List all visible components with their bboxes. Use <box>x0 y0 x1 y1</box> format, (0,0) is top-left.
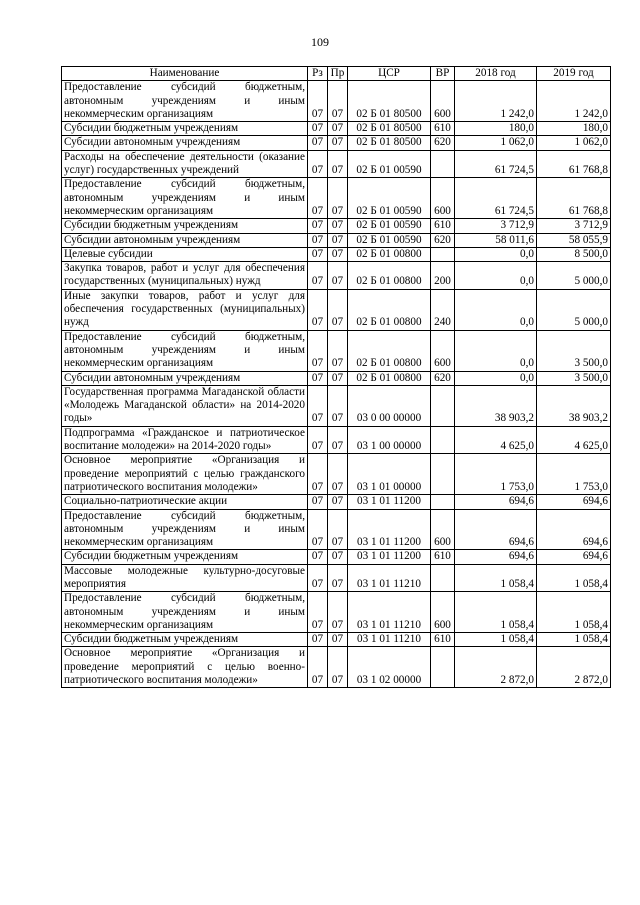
cell-csr: 03 1 01 11200 <box>348 509 431 550</box>
cell-2018: 4 625,0 <box>455 426 537 454</box>
cell-rz: 07 <box>308 219 328 233</box>
cell-vr: 600 <box>431 178 455 219</box>
cell-2019: 694,6 <box>537 509 611 550</box>
table-row <box>62 633 611 647</box>
cell-pr: 07 <box>328 136 348 150</box>
cell-2019: 58 055,9 <box>537 233 611 247</box>
cell-pr: 07 <box>328 330 348 371</box>
cell-rz: 07 <box>308 233 328 247</box>
cell-pr: 07 <box>328 550 348 564</box>
cell-name: Субсидии бюджетным учреждениям <box>62 219 308 233</box>
cell-pr: 07 <box>328 289 348 330</box>
cell-pr: 07 <box>328 247 348 261</box>
cell-2018: 1 058,4 <box>455 592 537 633</box>
cell-pr: 07 <box>328 385 348 426</box>
cell-vr: 600 <box>431 509 455 550</box>
table-row <box>62 150 611 178</box>
cell-name: Социально-патриотические акции <box>62 495 308 509</box>
cell-pr: 07 <box>328 495 348 509</box>
cell-name: Предоставление субсидий бюджетным, автономным учреждениям и иным некоммерческим организациям <box>62 592 308 633</box>
cell-vr: 200 <box>431 262 455 290</box>
cell-2018: 1 058,4 <box>455 633 537 647</box>
cell-2018: 58 011,6 <box>455 233 537 247</box>
cell-name: Предоставление субсидий бюджетным, автономным учреждениям и иным некоммерческим организациям <box>62 81 308 122</box>
table-row <box>62 81 611 122</box>
cell-name: Субсидии автономным учреждениям <box>62 371 308 385</box>
cell-2019: 694,6 <box>537 550 611 564</box>
cell-vr <box>431 150 455 178</box>
cell-vr <box>431 564 455 592</box>
cell-csr: 02 Б 01 80500 <box>348 136 431 150</box>
cell-rz: 07 <box>308 426 328 454</box>
cell-csr: 03 1 01 11200 <box>348 550 431 564</box>
cell-2018: 61 724,5 <box>455 150 537 178</box>
cell-2019: 3 500,0 <box>537 330 611 371</box>
cell-rz: 07 <box>308 633 328 647</box>
cell-vr: 610 <box>431 122 455 136</box>
cell-pr: 07 <box>328 178 348 219</box>
cell-2018: 0,0 <box>455 289 537 330</box>
cell-vr: 610 <box>431 550 455 564</box>
cell-csr: 02 Б 01 00800 <box>348 371 431 385</box>
cell-vr <box>431 495 455 509</box>
cell-rz: 07 <box>308 247 328 261</box>
cell-rz: 07 <box>308 371 328 385</box>
table-row <box>62 330 611 371</box>
cell-2019: 1 058,4 <box>537 633 611 647</box>
cell-csr: 02 Б 01 00590 <box>348 219 431 233</box>
cell-2018: 1 058,4 <box>455 564 537 592</box>
cell-rz: 07 <box>308 509 328 550</box>
table-row <box>62 454 611 495</box>
table-row <box>62 136 611 150</box>
cell-name: Подпрограмма «Гражданское и патриотическое воспитание молодежи» на 2014-2020 годы» <box>62 426 308 454</box>
cell-rz: 07 <box>308 136 328 150</box>
cell-pr: 07 <box>328 371 348 385</box>
cell-csr: 03 1 01 11210 <box>348 564 431 592</box>
page-number: 109 <box>311 35 329 49</box>
cell-vr: 600 <box>431 330 455 371</box>
cell-vr: 600 <box>431 592 455 633</box>
cell-vr: 600 <box>431 81 455 122</box>
cell-rz: 07 <box>308 262 328 290</box>
cell-pr: 07 <box>328 122 348 136</box>
cell-vr <box>431 247 455 261</box>
cell-name: Субсидии бюджетным учреждениям <box>62 122 308 136</box>
cell-csr: 03 1 01 11210 <box>348 592 431 633</box>
cell-2019: 1 058,4 <box>537 592 611 633</box>
cell-csr: 03 0 00 00000 <box>348 385 431 426</box>
cell-2019: 1 242,0 <box>537 81 611 122</box>
cell-pr: 07 <box>328 233 348 247</box>
header-pr: Пр <box>328 67 348 81</box>
cell-rz: 07 <box>308 289 328 330</box>
cell-pr: 07 <box>328 633 348 647</box>
cell-2018: 694,6 <box>455 495 537 509</box>
cell-csr: 02 Б 01 00800 <box>348 330 431 371</box>
cell-2019: 4 625,0 <box>537 426 611 454</box>
cell-name: Основное мероприятие «Организация и проведение мероприятий с целью военно-патриотического воспитания молодежи» <box>62 647 308 688</box>
cell-2018: 694,6 <box>455 509 537 550</box>
cell-csr: 02 Б 01 80500 <box>348 81 431 122</box>
cell-name: Субсидии бюджетным учреждениям <box>62 633 308 647</box>
cell-rz: 07 <box>308 495 328 509</box>
cell-pr: 07 <box>328 262 348 290</box>
cell-2018: 1 242,0 <box>455 81 537 122</box>
cell-pr: 07 <box>328 592 348 633</box>
table-row <box>62 426 611 454</box>
cell-2018: 0,0 <box>455 330 537 371</box>
cell-csr: 02 Б 01 00590 <box>348 233 431 247</box>
table-row <box>62 647 611 688</box>
cell-csr: 02 Б 01 00590 <box>348 178 431 219</box>
cell-name: Основное мероприятие «Организация и проведение мероприятий с целью гражданского патриотического воспитания молодежи» <box>62 454 308 495</box>
cell-rz: 07 <box>308 150 328 178</box>
cell-vr: 610 <box>431 633 455 647</box>
table-row <box>62 385 611 426</box>
cell-rz: 07 <box>308 81 328 122</box>
cell-2019: 1 753,0 <box>537 454 611 495</box>
cell-csr: 02 Б 01 80500 <box>348 122 431 136</box>
cell-rz: 07 <box>308 178 328 219</box>
cell-vr <box>431 454 455 495</box>
cell-vr: 610 <box>431 219 455 233</box>
cell-rz: 07 <box>308 592 328 633</box>
table-row <box>62 495 611 509</box>
cell-2018: 38 903,2 <box>455 385 537 426</box>
cell-csr: 02 Б 01 00800 <box>348 289 431 330</box>
cell-pr: 07 <box>328 219 348 233</box>
cell-vr <box>431 385 455 426</box>
cell-2019: 61 768,8 <box>537 178 611 219</box>
cell-2018: 0,0 <box>455 262 537 290</box>
cell-vr: 620 <box>431 136 455 150</box>
cell-rz: 07 <box>308 564 328 592</box>
cell-rz: 07 <box>308 385 328 426</box>
cell-csr: 03 1 02 00000 <box>348 647 431 688</box>
table-row <box>62 178 611 219</box>
cell-rz: 07 <box>308 122 328 136</box>
cell-2019: 1 062,0 <box>537 136 611 150</box>
cell-2019: 5 000,0 <box>537 289 611 330</box>
cell-name: Иные закупки товаров, работ и услуг для обеспечения государственных (муниципальных) нужд <box>62 289 308 330</box>
cell-2018: 180,0 <box>455 122 537 136</box>
cell-csr: 02 Б 01 00800 <box>348 247 431 261</box>
table-header-row <box>62 67 611 81</box>
table-row <box>62 122 611 136</box>
cell-name: Целевые субсидии <box>62 247 308 261</box>
cell-csr: 03 1 01 11210 <box>348 633 431 647</box>
cell-pr: 07 <box>328 509 348 550</box>
cell-pr: 07 <box>328 454 348 495</box>
cell-vr: 620 <box>431 233 455 247</box>
header-rz: Рз <box>308 67 328 81</box>
cell-2019: 1 058,4 <box>537 564 611 592</box>
cell-csr: 02 Б 01 00590 <box>348 150 431 178</box>
cell-2018: 0,0 <box>455 371 537 385</box>
cell-vr <box>431 647 455 688</box>
cell-2019: 8 500,0 <box>537 247 611 261</box>
table-row <box>62 550 611 564</box>
table-body <box>62 81 611 688</box>
cell-name: Субсидии бюджетным учреждениям <box>62 550 308 564</box>
cell-2018: 1 062,0 <box>455 136 537 150</box>
table-row <box>62 371 611 385</box>
cell-2018: 2 872,0 <box>455 647 537 688</box>
cell-vr: 620 <box>431 371 455 385</box>
cell-name: Субсидии автономным учреждениям <box>62 136 308 150</box>
cell-name: Закупка товаров, работ и услуг для обеспечения государственных (муниципальных) нужд <box>62 262 308 290</box>
cell-2018: 61 724,5 <box>455 178 537 219</box>
table-row <box>62 289 611 330</box>
cell-pr: 07 <box>328 564 348 592</box>
cell-2018: 0,0 <box>455 247 537 261</box>
cell-2019: 3 712,9 <box>537 219 611 233</box>
cell-pr: 07 <box>328 426 348 454</box>
header-csr: ЦСР <box>348 67 431 81</box>
cell-2019: 2 872,0 <box>537 647 611 688</box>
header-vr: ВР <box>431 67 455 81</box>
cell-2018: 694,6 <box>455 550 537 564</box>
cell-2018: 3 712,9 <box>455 219 537 233</box>
header-2019: 2019 год <box>537 67 611 81</box>
table-row <box>62 592 611 633</box>
cell-csr: 03 1 01 11200 <box>348 495 431 509</box>
cell-rz: 07 <box>308 550 328 564</box>
cell-2019: 5 000,0 <box>537 262 611 290</box>
table-row <box>62 233 611 247</box>
cell-vr <box>431 426 455 454</box>
cell-2019: 694,6 <box>537 495 611 509</box>
cell-name: Предоставление субсидий бюджетным, автономным учреждениям и иным некоммерческим организациям <box>62 509 308 550</box>
budget-table <box>61 66 611 688</box>
cell-name: Государственная программа Магаданской области «Молодежь Магаданской области» на 2014-2020 годы» <box>62 385 308 426</box>
cell-pr: 07 <box>328 81 348 122</box>
cell-2018: 1 753,0 <box>455 454 537 495</box>
cell-name: Массовые молодежные культурно-досуговые мероприятия <box>62 564 308 592</box>
table-row <box>62 247 611 261</box>
table-row <box>62 509 611 550</box>
header-name: Наименование <box>62 67 308 81</box>
cell-rz: 07 <box>308 330 328 371</box>
cell-name: Предоставление субсидий бюджетным, автономным учреждениям и иным некоммерческим организациям <box>62 330 308 371</box>
cell-name: Расходы на обеспечение деятельности (оказание услуг) государственных учреждений <box>62 150 308 178</box>
header-2018: 2018 год <box>455 67 537 81</box>
cell-csr: 03 1 01 00000 <box>348 454 431 495</box>
cell-2019: 3 500,0 <box>537 371 611 385</box>
cell-rz: 07 <box>308 647 328 688</box>
cell-vr: 240 <box>431 289 455 330</box>
cell-pr: 07 <box>328 150 348 178</box>
cell-2019: 180,0 <box>537 122 611 136</box>
cell-name: Предоставление субсидий бюджетным, автономным учреждениям и иным некоммерческим организациям <box>62 178 308 219</box>
cell-rz: 07 <box>308 454 328 495</box>
cell-2019: 61 768,8 <box>537 150 611 178</box>
table-row <box>62 219 611 233</box>
cell-pr: 07 <box>328 647 348 688</box>
cell-name: Субсидии автономным учреждениям <box>62 233 308 247</box>
table-row <box>62 262 611 290</box>
cell-csr: 03 1 00 00000 <box>348 426 431 454</box>
table-row <box>62 564 611 592</box>
cell-2019: 38 903,2 <box>537 385 611 426</box>
cell-csr: 02 Б 01 00800 <box>348 262 431 290</box>
